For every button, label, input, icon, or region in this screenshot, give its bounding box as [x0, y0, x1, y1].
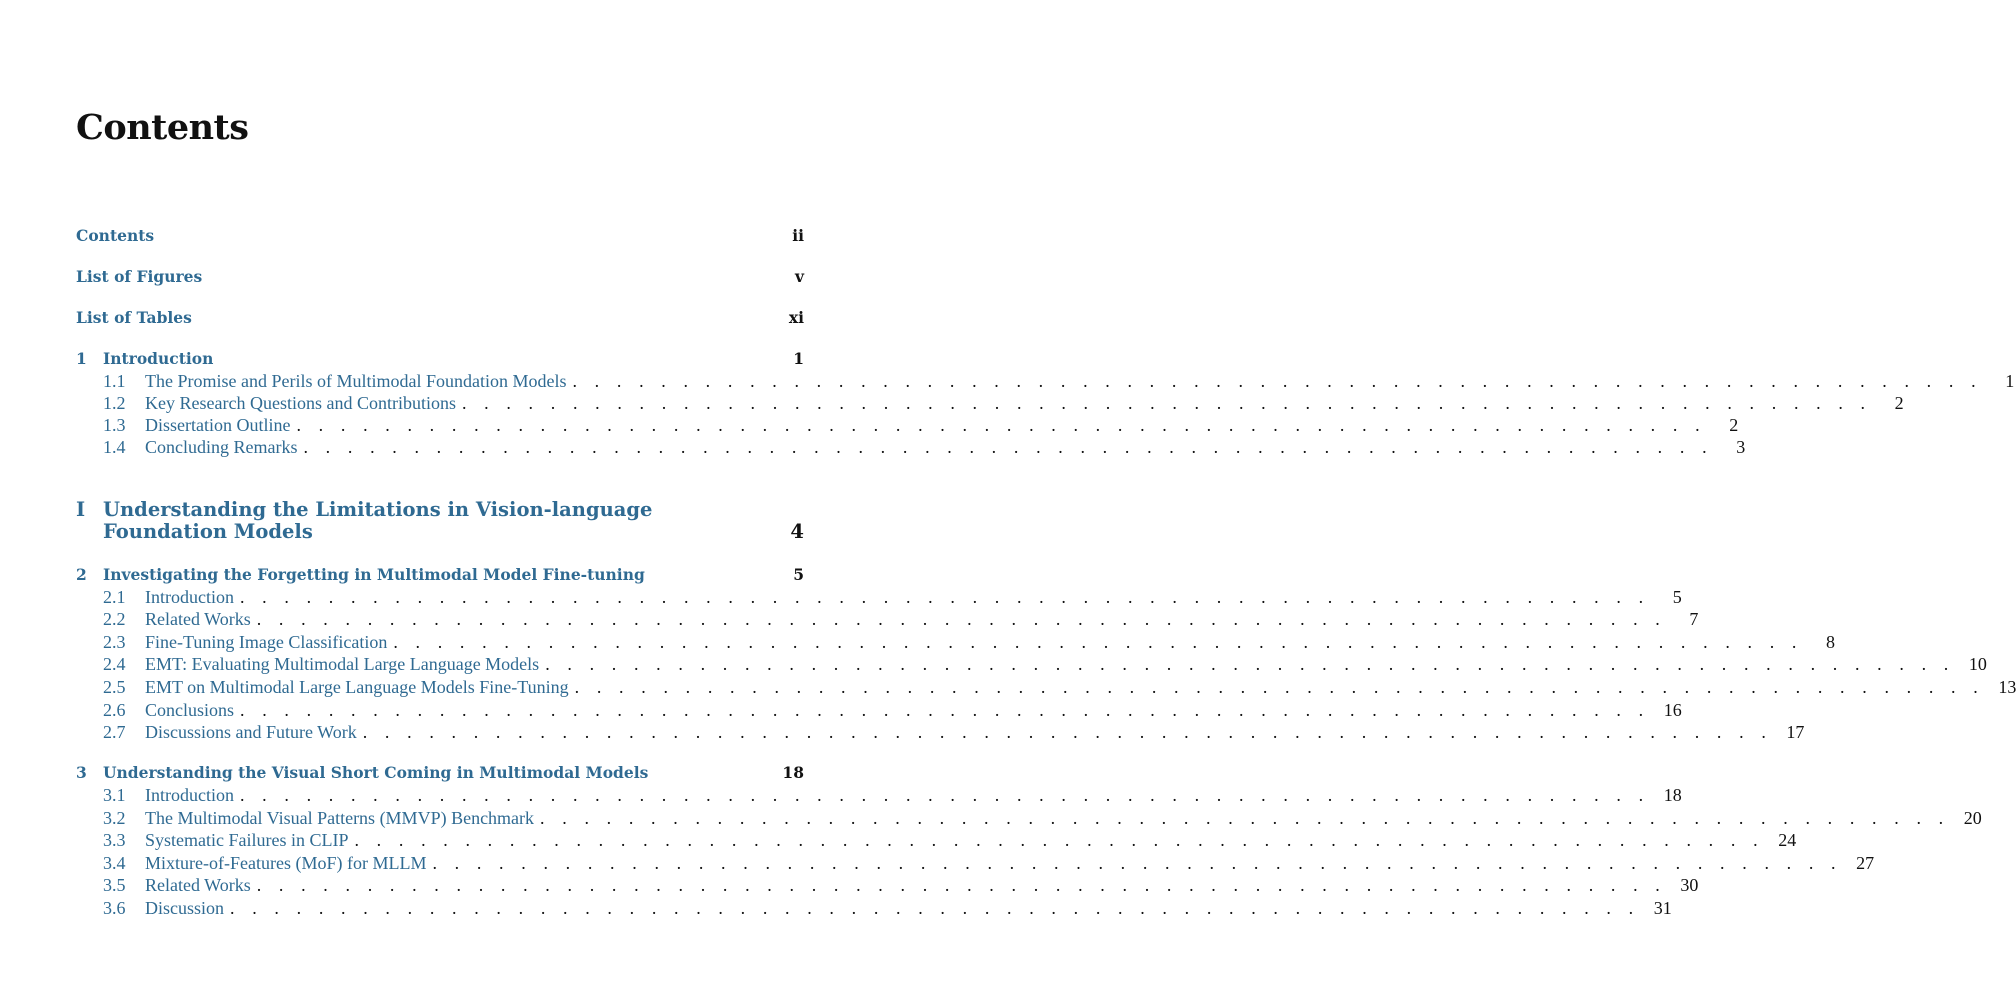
dot-leader: . . . . . . . . . . . . . . . . . . . . . . . . . . . . . . . . . . . . . . . . . . . . . . . . . . . . . . . . . . . . . . . . — [239, 785, 1650, 805]
toc-section-3-1[interactable] — [76, 784, 1682, 806]
section-title[interactable]: Related Works — [145, 875, 251, 895]
toc-section-3-2[interactable] — [76, 807, 1982, 829]
section-number[interactable]: 1.4 — [103, 437, 126, 457]
toc-entry-title[interactable]: List of Figures — [76, 267, 203, 286]
section-page: 20 — [1963, 808, 1982, 828]
chapter-page: 5 — [793, 565, 804, 584]
dot-leader: . . . . . . . . . . . . . . . . . . . . . . . . . . . . . . . . . . . . . . . . . . . . . . . . . . . . . . . . . . . . . . . . — [540, 808, 1950, 828]
section-page: 8 — [1826, 632, 1836, 652]
toc-section-1-4[interactable] — [76, 436, 1746, 458]
section-page: 30 — [1680, 875, 1699, 895]
dot-leader: . . . . . . . . . . . . . . . . . . . . . . . . . . . . . . . . . . . . . . . . . . . . . . . . . . . . . . . . . . . . . . . . — [545, 654, 1955, 674]
toc-section-3-6[interactable] — [76, 897, 1672, 919]
section-number[interactable]: 3.3 — [103, 830, 126, 850]
section-title[interactable]: Related Works — [145, 609, 251, 629]
toc-section-2-5[interactable] — [76, 676, 2016, 698]
section-title[interactable]: EMT on Multimodal Large Language Models Fine-Tuning — [145, 677, 569, 697]
chapter-page: 18 — [782, 763, 804, 782]
dot-leader: . . . . . . . . . . . . . . . . . . . . . . . . . . . . . . . . . . . . . . . . . . . . . . . . . . . . . . . . . . . . . . . . — [296, 415, 1707, 435]
section-number[interactable]: 2.4 — [103, 654, 126, 674]
toc-entry-page: xi — [788, 308, 804, 327]
section-title[interactable]: The Multimodal Visual Patterns (MMVP) Benchmark — [145, 808, 535, 828]
dot-leader: . . . . . . . . . . . . . . . . . . . . . . . . . . . . . . . . . . . . . . . . . . . . . . . . . . . . . . . . . . . . . . . . — [572, 371, 1983, 391]
section-number[interactable]: 2.5 — [103, 677, 126, 697]
chapter-page: 1 — [793, 349, 804, 368]
toc-section-1-2[interactable] — [76, 392, 1904, 414]
section-number[interactable]: 3.4 — [103, 853, 126, 873]
section-page: 10 — [1968, 654, 1987, 674]
chapter-number[interactable]: 1 — [76, 349, 87, 368]
toc-section-2-4[interactable] — [76, 653, 1987, 675]
section-number[interactable]: 3.6 — [103, 898, 126, 918]
dot-leader: . . . . . . . . . . . . . . . . . . . . . . . . . . . . . . . . . . . . . . . . . . . . . . . . . . . . . . . . . . . . . . . . — [432, 853, 1843, 873]
toc-section-3-3[interactable] — [76, 829, 1797, 851]
section-page: 2 — [1729, 415, 1739, 435]
section-page: 16 — [1663, 700, 1682, 720]
part-title[interactable]: Understanding the Limitations in Vision-language Foundation Models — [103, 498, 653, 543]
toc-section-2-1[interactable] — [76, 586, 1682, 608]
toc-entry-page: v — [794, 267, 804, 286]
chapter-number[interactable]: 2 — [76, 565, 87, 584]
dot-leader: . . . . . . . . . . . . . . . . . . . . . . . . . . . . . . . . . . . . . . . . . . . . . . . . . . . . . . . . . . . . . . . . — [230, 898, 1640, 918]
toc-chapter-3[interactable] — [76, 762, 804, 784]
section-page: 24 — [1778, 830, 1797, 850]
dot-leader: . . . . . . . . . . . . . . . . . . . . . . . . . . . . . . . . . . . . . . . . . . . . . . . . . . . . . . . . . . . . . . . . — [303, 437, 1714, 457]
dot-leader: . . . . . . . . . . . . . . . . . . . . . . . . . . . . . . . . . . . . . . . . . . . . . . . . . . . . . . . . . . . . . . . . — [393, 632, 1804, 652]
dot-leader: . . . . . . . . . . . . . . . . . . . . . . . . . . . . . . . . . . . . . . . . . . . . . . . . . . . . . . . . . . . . . . . . — [239, 587, 1650, 607]
section-title[interactable]: Key Research Questions and Contributions — [145, 393, 456, 413]
toc-section-3-4[interactable] — [76, 852, 1875, 874]
section-number[interactable]: 2.7 — [103, 722, 126, 742]
section-title[interactable]: Introduction — [145, 785, 234, 805]
toc-entry-title[interactable]: List of Tables — [76, 308, 192, 327]
section-title[interactable]: Discussion — [145, 898, 225, 918]
section-page: 27 — [1856, 853, 1875, 873]
section-number[interactable]: 2.2 — [103, 609, 126, 629]
section-title[interactable]: Discussions and Future Work — [145, 722, 357, 742]
section-page: 5 — [1672, 587, 1682, 607]
chapter-title[interactable]: Introduction — [103, 349, 214, 368]
dot-leader: . . . . . . . . . . . . . . . . . . . . . . . . . . . . . . . . . . . . . . . . . . . . . . . . . . . . . . . . . . . . . . . . — [574, 677, 1985, 697]
toc-entry-contents[interactable] — [76, 225, 804, 247]
toc-entry-page: ii — [792, 226, 804, 245]
section-page: 1 — [2005, 371, 2015, 391]
section-title[interactable]: Dissertation Outline — [145, 415, 291, 435]
chapter-title[interactable]: Understanding the Visual Short Coming in Multimodal Models — [103, 763, 649, 782]
toc-section-1-3[interactable] — [76, 414, 1739, 436]
section-title[interactable]: Fine-Tuning Image Classification — [145, 632, 388, 652]
section-number[interactable]: 1.2 — [103, 393, 126, 413]
section-title[interactable]: Mixture-of-Features (MoF) for MLLM — [145, 853, 427, 873]
section-number[interactable]: 3.1 — [103, 785, 126, 805]
page-title: Contents — [76, 107, 249, 148]
section-page: 18 — [1663, 785, 1682, 805]
part-number[interactable]: I — [76, 498, 86, 521]
toc-section-2-7[interactable] — [76, 721, 1805, 743]
section-page: 13 — [1998, 677, 2016, 697]
section-number[interactable]: 1.3 — [103, 415, 126, 435]
section-title[interactable]: EMT: Evaluating Multimodal Large Language Models — [145, 654, 540, 674]
dot-leader: . . . . . . . . . . . . . . . . . . . . . . . . . . . . . . . . . . . . . . . . . . . . . . . . . . . . . . . . . . . . . . . . — [362, 722, 1773, 742]
dot-leader: . . . . . . . . . . . . . . . . . . . . . . . . . . . . . . . . . . . . . . . . . . . . . . . . . . . . . . . . . . . . . . . . — [240, 700, 1650, 720]
section-page: 3 — [1736, 437, 1746, 457]
toc-part-1[interactable] — [76, 499, 804, 543]
chapter-title[interactable]: Investigating the Forgetting in Multimodal Model Fine-tuning — [103, 565, 645, 584]
toc-section-2-3[interactable] — [76, 631, 1836, 653]
section-number[interactable]: 2.6 — [103, 700, 126, 720]
section-number[interactable]: 2.3 — [103, 632, 126, 652]
toc-section-3-5[interactable] — [76, 874, 1699, 896]
section-title[interactable]: The Promise and Perils of Multimodal Foundation Models — [145, 371, 567, 391]
toc-section-2-6[interactable] — [76, 699, 1682, 721]
toc-entry-list-of-tables[interactable] — [76, 307, 804, 329]
section-number[interactable]: 3.2 — [103, 808, 126, 828]
section-page: 31 — [1653, 898, 1672, 918]
dot-leader: . . . . . . . . . . . . . . . . . . . . . . . . . . . . . . . . . . . . . . . . . . . . . . . . . . . . . . . . . . . . . . . . — [256, 609, 1667, 629]
toc-section-1-1[interactable] — [76, 370, 2015, 392]
chapter-number[interactable]: 3 — [76, 763, 87, 782]
toc-entry-title[interactable]: Contents — [76, 226, 155, 245]
section-page: 17 — [1786, 722, 1805, 742]
section-title[interactable]: Conclusions — [145, 700, 235, 720]
dot-leader: . . . . . . . . . . . . . . . . . . . . . . . . . . . . . . . . . . . . . . . . . . . . . . . . . . . . . . . . . . . . . . . . — [461, 393, 1872, 413]
part-page: 4 — [790, 520, 804, 543]
section-page: 7 — [1689, 609, 1699, 629]
toc-chapter-1[interactable] — [76, 348, 804, 370]
dot-leader: . . . . . . . . . . . . . . . . . . . . . . . . . . . . . . . . . . . . . . . . . . . . . . . . . . . . . . . . . . . . . . . . — [354, 830, 1765, 850]
section-number[interactable]: 3.5 — [103, 875, 126, 895]
toc-chapter-2[interactable] — [76, 564, 804, 586]
toc-entry-list-of-figures[interactable] — [76, 266, 804, 288]
section-title[interactable]: Concluding Remarks — [145, 437, 298, 457]
section-number[interactable]: 2.1 — [103, 587, 126, 607]
section-page: 2 — [1894, 393, 1904, 413]
section-title[interactable]: Introduction — [145, 587, 234, 607]
toc-section-2-2[interactable] — [76, 608, 1699, 630]
dot-leader: . . . . . . . . . . . . . . . . . . . . . . . . . . . . . . . . . . . . . . . . . . . . . . . . . . . . . . . . . . . . . . . . — [256, 875, 1667, 895]
section-number[interactable]: 1.1 — [103, 371, 126, 391]
section-title[interactable]: Systematic Failures in CLIP — [145, 830, 349, 850]
